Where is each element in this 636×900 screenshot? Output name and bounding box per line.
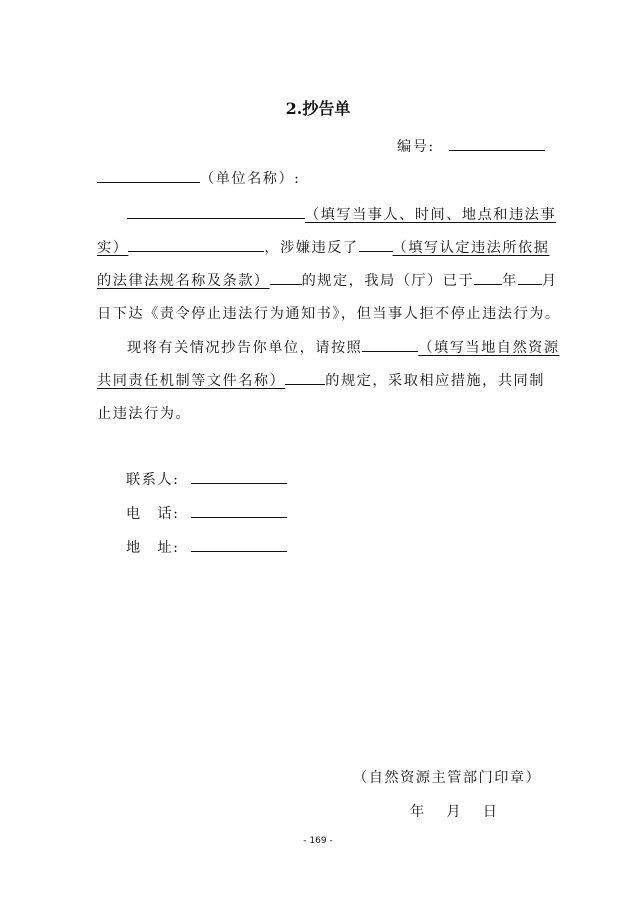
address-label: 地 址: xyxy=(126,540,180,556)
address-blank xyxy=(191,550,287,552)
phone-blank xyxy=(191,516,287,518)
month-blank xyxy=(518,283,542,285)
phone-row xyxy=(126,503,287,523)
mechanism-blank xyxy=(362,350,418,352)
violation-blank xyxy=(128,250,264,252)
violation-text: ，涉嫌违反了 xyxy=(264,240,359,256)
contact-person-label: 联系人: xyxy=(126,472,180,488)
body-paragraph-1-line-4 xyxy=(97,303,561,323)
serial-number-blank xyxy=(449,149,545,151)
serial-number-row xyxy=(397,136,545,156)
contact-person-row xyxy=(126,469,287,489)
mechanism-blank-2 xyxy=(285,383,325,385)
body-paragraph-1-line-1 xyxy=(97,204,557,224)
regulation-text: 的规定，我局（厅）已于 xyxy=(301,273,475,289)
measures-text: 的规定，采取相应措施，共同制 xyxy=(325,373,545,389)
body-paragraph-1-line-2 xyxy=(97,237,550,257)
page-title: 2.抄告单 xyxy=(285,99,351,118)
address-row xyxy=(126,537,287,557)
law-hint: （填写认定违法所依据 xyxy=(392,240,550,256)
law-blank-2 xyxy=(270,283,302,285)
recipient-unit-row xyxy=(97,168,300,188)
body-paragraph-1-line-3 xyxy=(97,270,558,290)
party-info-blank xyxy=(127,217,305,219)
mechanism-hint-cont: 共同责任机制等文件名称） xyxy=(97,373,286,389)
year-label: 年 xyxy=(502,273,518,289)
notify-text: 现将有关情况抄告你单位，请按照 xyxy=(127,340,363,356)
contact-person-blank xyxy=(191,482,287,484)
page-number: - 169 - xyxy=(303,836,333,846)
mechanism-hint: （填写当地自然资源 xyxy=(418,340,560,356)
body-paragraph-2-line-3 xyxy=(97,403,541,423)
seal-text: （自然资源主管部门印章） xyxy=(353,770,542,786)
date-text: 年 月 日 xyxy=(410,804,501,820)
unit-name-hint: （单位名称）: xyxy=(200,171,301,187)
party-info-hint-cont: 实） xyxy=(97,240,129,256)
stop-violation-text: 止违法行为。 xyxy=(97,406,192,422)
party-info-hint: （填写当事人、时间、地点和违法事 xyxy=(305,207,557,223)
body-paragraph-2-line-2 xyxy=(97,370,545,390)
law-blank xyxy=(359,250,393,252)
unit-name-blank xyxy=(97,181,200,183)
law-hint-cont: 的法律法规名称及条款） xyxy=(97,273,270,289)
body-paragraph-2-line-1 xyxy=(97,337,560,357)
serial-label: 编号: xyxy=(397,139,435,155)
year-blank xyxy=(474,283,502,285)
phone-label: 电 话: xyxy=(126,506,180,522)
month-label: 月 xyxy=(541,273,558,289)
notice-text: 日下达《责令停止违法行为通知书》，但当事人拒不停止违法行为。 xyxy=(97,306,561,322)
